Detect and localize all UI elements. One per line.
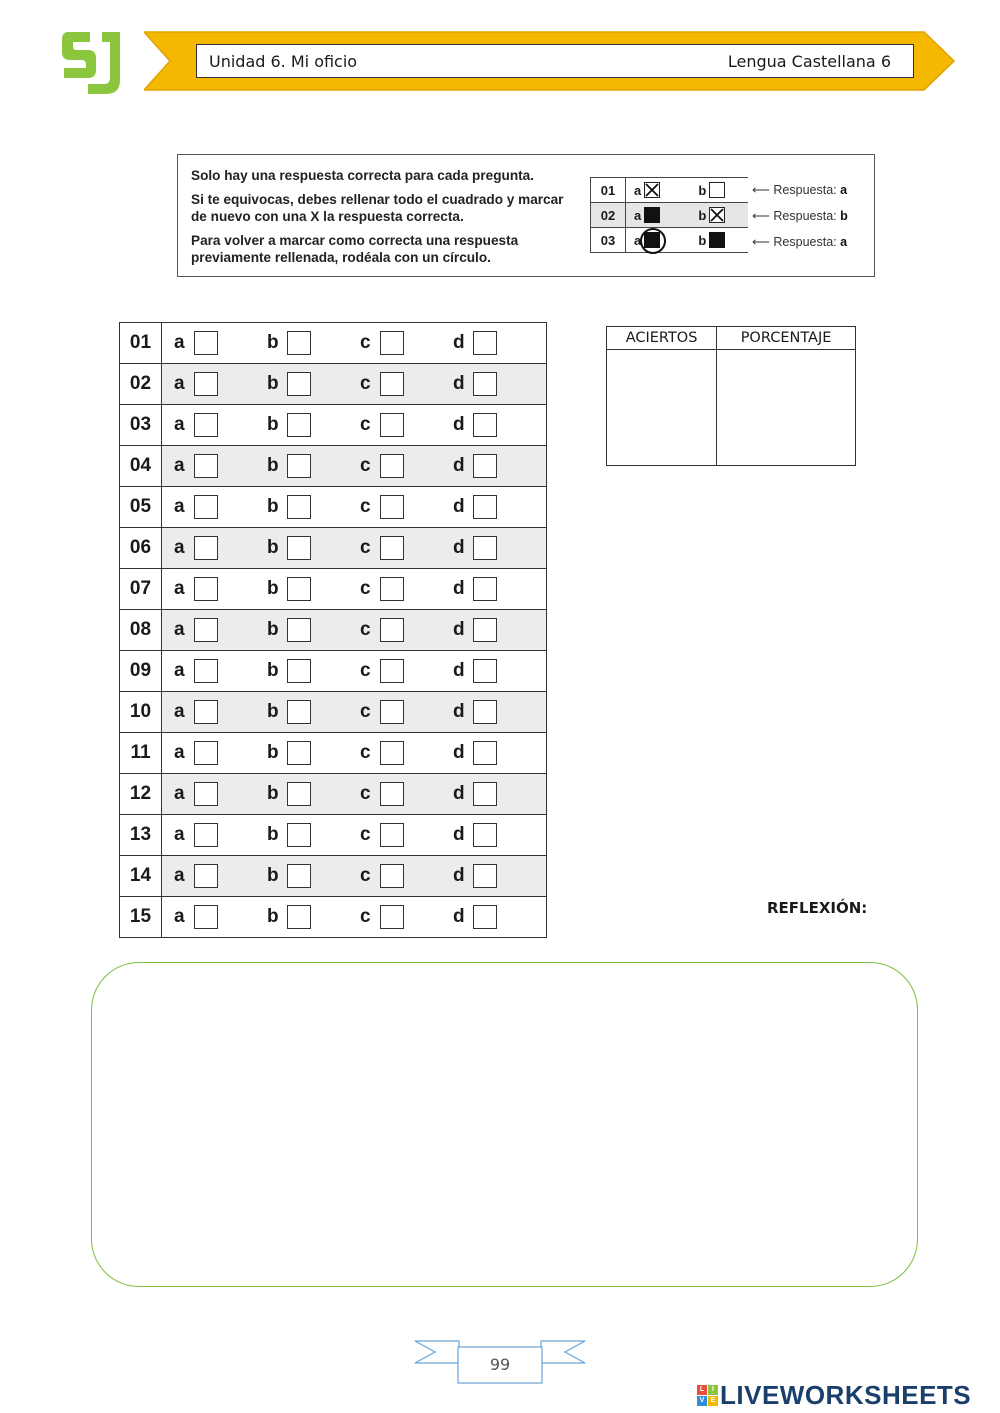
answer-checkbox[interactable] — [287, 618, 311, 642]
option-letter: d — [453, 824, 465, 845]
answer-option — [174, 905, 267, 929]
answer-option — [174, 454, 267, 478]
answer-checkbox[interactable] — [287, 413, 311, 437]
answer-option — [174, 823, 267, 847]
answer-option — [267, 659, 360, 683]
answer-option — [360, 905, 453, 929]
answer-option — [267, 372, 360, 396]
left-arrow-icon: ⟵ — [752, 209, 770, 223]
answer-option — [267, 495, 360, 519]
answer-checkbox[interactable] — [380, 331, 404, 355]
instruction-line-2: Si te equivocas, debes rellenar todo el cuadrado y marcar de nuevo con una X la respuesta correcta. — [191, 191, 564, 224]
circled-filled-box-icon — [644, 232, 660, 248]
example-row — [591, 228, 749, 253]
answer-option — [174, 536, 267, 560]
answer-checkbox[interactable] — [380, 823, 404, 847]
option-letter: a — [174, 865, 185, 886]
answer-checkbox[interactable] — [380, 536, 404, 560]
answer-option — [267, 700, 360, 724]
answer-option — [174, 618, 267, 642]
answer-option — [174, 372, 267, 396]
question-row — [120, 897, 547, 938]
example-row — [591, 203, 749, 228]
answer-checkbox[interactable] — [287, 495, 311, 519]
option-letter: d — [453, 701, 465, 722]
answer-checkbox[interactable] — [380, 782, 404, 806]
example-answer-letter: b — [840, 209, 848, 223]
option-letter: c — [360, 906, 371, 927]
question-number: 11 — [120, 733, 162, 774]
option-letter: c — [360, 537, 371, 558]
option-letter: c — [360, 414, 371, 435]
answer-checkbox[interactable] — [194, 454, 218, 478]
answer-option — [453, 823, 546, 847]
answer-option — [453, 700, 546, 724]
question-row — [120, 651, 547, 692]
question-number: 03 — [120, 405, 162, 446]
answer-option — [453, 782, 546, 806]
answer-checkbox[interactable] — [473, 577, 497, 601]
answer-checkbox[interactable] — [194, 700, 218, 724]
answer-option — [267, 864, 360, 888]
option-letter: a — [174, 701, 185, 722]
answer-option — [453, 495, 546, 519]
answer-option — [360, 372, 453, 396]
crossed-box-icon — [644, 182, 660, 198]
question-number: 04 — [120, 446, 162, 487]
answer-checkbox[interactable] — [194, 823, 218, 847]
option-letter: b — [267, 537, 279, 558]
option-letter: b — [267, 824, 279, 845]
score-table — [606, 326, 856, 466]
answer-checkbox[interactable] — [194, 413, 218, 437]
filled-box-icon — [709, 232, 725, 248]
option-letter: c — [360, 578, 371, 599]
question-row — [120, 815, 547, 856]
answer-checkbox[interactable] — [473, 331, 497, 355]
answer-checkbox[interactable] — [287, 823, 311, 847]
question-row — [120, 364, 547, 405]
answer-option — [453, 659, 546, 683]
option-letter: d — [453, 783, 465, 804]
crossed-box-icon — [709, 207, 725, 223]
question-number: 05 — [120, 487, 162, 528]
answer-option — [453, 618, 546, 642]
answer-option — [360, 823, 453, 847]
question-number: 01 — [120, 323, 162, 364]
option-letter: c — [360, 332, 371, 353]
aciertos-header: ACIERTOS — [607, 327, 717, 350]
answer-option — [360, 536, 453, 560]
option-letter: a — [174, 537, 185, 558]
option-letter: d — [453, 742, 465, 763]
answer-checkbox[interactable] — [194, 536, 218, 560]
example-option-letter: b — [698, 232, 707, 248]
answer-checkbox[interactable] — [380, 577, 404, 601]
school-logo — [60, 28, 126, 98]
answer-checkbox[interactable] — [380, 741, 404, 765]
option-letter: d — [453, 414, 465, 435]
logo-letter: L — [697, 1385, 707, 1395]
option-letter: d — [453, 578, 465, 599]
question-number: 14 — [120, 856, 162, 897]
option-letter: d — [453, 865, 465, 886]
answer-checkbox[interactable] — [287, 741, 311, 765]
answer-sheet — [119, 322, 547, 938]
question-row — [120, 528, 547, 569]
answer-option — [267, 618, 360, 642]
answer-option — [360, 413, 453, 437]
option-letter: b — [267, 865, 279, 886]
example-answers — [752, 177, 848, 255]
option-letter: b — [267, 742, 279, 763]
answer-checkbox[interactable] — [473, 864, 497, 888]
answer-option — [453, 741, 546, 765]
option-letter: c — [360, 619, 371, 640]
question-number: 10 — [120, 692, 162, 733]
question-number: 02 — [120, 364, 162, 405]
answer-checkbox[interactable] — [194, 905, 218, 929]
instructions-panel — [177, 154, 875, 277]
answer-option — [174, 741, 267, 765]
answer-checkbox[interactable] — [287, 659, 311, 683]
answer-option — [453, 413, 546, 437]
filled-box-icon — [644, 207, 660, 223]
option-letter: c — [360, 373, 371, 394]
option-letter: c — [360, 742, 371, 763]
subject-title: Lengua Castellana 6 — [727, 51, 891, 71]
question-number: 09 — [120, 651, 162, 692]
answer-option — [453, 454, 546, 478]
example-option-letter: b — [698, 182, 707, 198]
question-number: 06 — [120, 528, 162, 569]
answer-option — [267, 331, 360, 355]
answer-checkbox[interactable] — [473, 700, 497, 724]
example-number: 02 — [591, 203, 626, 228]
answer-checkbox[interactable] — [473, 905, 497, 929]
answer-option — [174, 700, 267, 724]
option-letter: a — [174, 742, 185, 763]
answer-option — [267, 577, 360, 601]
answer-checkbox[interactable] — [194, 577, 218, 601]
answer-checkbox[interactable] — [287, 331, 311, 355]
example-option-letter: a — [634, 182, 642, 198]
answer-option — [453, 331, 546, 355]
question-row — [120, 446, 547, 487]
answer-option — [360, 782, 453, 806]
liveworksheets-brand: LIVEWORKSHEETS — [720, 1380, 972, 1410]
option-letter: d — [453, 906, 465, 927]
option-letter: c — [360, 865, 371, 886]
example-answer-label: Respuesta: — [773, 235, 841, 249]
left-arrow-icon: ⟵ — [752, 235, 770, 249]
option-letter: c — [360, 455, 371, 476]
question-row — [120, 733, 547, 774]
option-letter: a — [174, 660, 185, 681]
answer-checkbox[interactable] — [287, 577, 311, 601]
answer-option — [267, 536, 360, 560]
answer-option — [453, 577, 546, 601]
answer-checkbox[interactable] — [473, 495, 497, 519]
option-letter: d — [453, 537, 465, 558]
option-letter: a — [174, 496, 185, 517]
page-number: 99 — [489, 1355, 511, 1374]
option-letter: b — [267, 496, 279, 517]
unit-title: Unidad 6. Mi oficio — [209, 51, 358, 71]
option-letter: c — [360, 824, 371, 845]
answer-checkbox[interactable] — [473, 618, 497, 642]
answer-checkbox[interactable] — [380, 700, 404, 724]
answer-checkbox[interactable] — [380, 905, 404, 929]
answer-checkbox[interactable] — [473, 454, 497, 478]
question-number: 08 — [120, 610, 162, 651]
answer-checkbox[interactable] — [380, 413, 404, 437]
question-number: 15 — [120, 897, 162, 938]
option-letter: c — [360, 701, 371, 722]
answer-checkbox[interactable] — [287, 700, 311, 724]
answer-checkbox[interactable] — [287, 782, 311, 806]
answer-checkbox[interactable] — [473, 823, 497, 847]
example-answer-letter: a — [840, 235, 848, 249]
answer-checkbox[interactable] — [380, 454, 404, 478]
option-letter: b — [267, 701, 279, 722]
answer-checkbox[interactable] — [194, 741, 218, 765]
answer-option — [360, 659, 453, 683]
logo-letter: E — [708, 1396, 718, 1406]
example-option-letter: b — [698, 207, 707, 223]
answer-checkbox[interactable] — [194, 495, 218, 519]
option-letter: b — [267, 455, 279, 476]
instruction-line-3: Para volver a marcar como correcta una respuesta previamente rellenada, rodéala con un círculo. — [191, 232, 519, 265]
answer-option — [174, 864, 267, 888]
answer-checkbox[interactable] — [380, 864, 404, 888]
answer-checkbox[interactable] — [380, 659, 404, 683]
option-letter: b — [267, 906, 279, 927]
option-letter: c — [360, 783, 371, 804]
option-letter: b — [267, 578, 279, 599]
answer-option — [174, 331, 267, 355]
example-answer-label: Respuesta: — [773, 183, 841, 197]
option-letter: d — [453, 496, 465, 517]
reflexion-textarea[interactable] — [91, 962, 918, 1287]
answer-option — [360, 495, 453, 519]
example-row — [591, 178, 749, 203]
answer-option — [267, 823, 360, 847]
example-table — [590, 177, 748, 253]
answer-checkbox[interactable] — [380, 495, 404, 519]
option-letter: b — [267, 332, 279, 353]
option-letter: a — [174, 578, 185, 599]
answer-option — [267, 413, 360, 437]
logo-letter: I — [708, 1385, 718, 1395]
question-number: 13 — [120, 815, 162, 856]
liveworksheets-icon — [697, 1385, 718, 1406]
answer-option — [174, 577, 267, 601]
answer-option — [453, 536, 546, 560]
option-letter: b — [267, 660, 279, 681]
answer-option — [360, 741, 453, 765]
answer-checkbox[interactable] — [194, 618, 218, 642]
reflexion-label: REFLEXIÓN: — [767, 899, 868, 917]
answer-checkbox[interactable] — [194, 659, 218, 683]
porcentaje-header: PORCENTAJE — [717, 327, 856, 350]
option-letter: b — [267, 619, 279, 640]
answer-option — [360, 454, 453, 478]
option-letter: d — [453, 455, 465, 476]
answer-option — [174, 495, 267, 519]
option-letter: d — [453, 619, 465, 640]
example-number: 01 — [591, 178, 626, 203]
example-option-letter: a — [634, 232, 642, 248]
option-letter: a — [174, 783, 185, 804]
answer-checkbox[interactable] — [194, 782, 218, 806]
answer-option — [360, 618, 453, 642]
option-letter: c — [360, 496, 371, 517]
answer-checkbox[interactable] — [473, 782, 497, 806]
question-row — [120, 405, 547, 446]
answer-option — [453, 905, 546, 929]
answer-checkbox[interactable] — [380, 618, 404, 642]
option-letter: a — [174, 619, 185, 640]
porcentaje-field[interactable] — [717, 350, 856, 466]
instruction-line-1: Solo hay una respuesta correcta para cada pregunta. — [191, 168, 534, 183]
option-letter: a — [174, 906, 185, 927]
answer-checkbox[interactable] — [194, 331, 218, 355]
answer-option — [174, 659, 267, 683]
answer-option — [267, 454, 360, 478]
option-letter: b — [267, 373, 279, 394]
header-title-box — [196, 44, 914, 78]
answer-checkbox[interactable] — [473, 536, 497, 560]
option-letter: b — [267, 783, 279, 804]
liveworksheets-logo — [697, 1380, 971, 1411]
answer-option — [453, 864, 546, 888]
answer-checkbox[interactable] — [287, 864, 311, 888]
option-letter: c — [360, 660, 371, 681]
question-row — [120, 487, 547, 528]
example-answer-label: Respuesta: — [773, 209, 841, 223]
question-row — [120, 323, 547, 364]
answer-checkbox[interactable] — [194, 372, 218, 396]
option-letter: a — [174, 824, 185, 845]
question-row — [120, 856, 547, 897]
left-arrow-icon: ⟵ — [752, 183, 770, 197]
question-number: 07 — [120, 569, 162, 610]
empty-box-icon — [709, 182, 725, 198]
option-letter: b — [267, 414, 279, 435]
answer-checkbox[interactable] — [473, 372, 497, 396]
answer-option — [267, 905, 360, 929]
option-letter: a — [174, 332, 185, 353]
answer-option — [360, 864, 453, 888]
answer-option — [360, 577, 453, 601]
answer-option — [267, 782, 360, 806]
option-letter: d — [453, 660, 465, 681]
question-row — [120, 692, 547, 733]
option-letter: d — [453, 373, 465, 394]
option-letter: a — [174, 455, 185, 476]
answer-checkbox[interactable] — [473, 741, 497, 765]
question-row — [120, 610, 547, 651]
question-number: 12 — [120, 774, 162, 815]
logo-letter: V — [697, 1396, 707, 1406]
example-number: 03 — [591, 228, 626, 253]
answer-option — [453, 372, 546, 396]
answer-option — [174, 782, 267, 806]
answer-checkbox[interactable] — [194, 864, 218, 888]
answer-checkbox[interactable] — [473, 413, 497, 437]
answer-checkbox[interactable] — [287, 536, 311, 560]
answer-checkbox[interactable] — [287, 372, 311, 396]
answer-checkbox[interactable] — [380, 372, 404, 396]
aciertos-field[interactable] — [607, 350, 717, 466]
answer-option — [267, 741, 360, 765]
option-letter: a — [174, 414, 185, 435]
answer-checkbox[interactable] — [287, 454, 311, 478]
example-option-letter: a — [634, 207, 642, 223]
answer-checkbox[interactable] — [473, 659, 497, 683]
question-row — [120, 774, 547, 815]
option-letter: d — [453, 332, 465, 353]
option-letter: a — [174, 373, 185, 394]
answer-option — [174, 413, 267, 437]
example-answer-letter: a — [840, 183, 848, 197]
question-row — [120, 569, 547, 610]
answer-checkbox[interactable] — [287, 905, 311, 929]
answer-option — [360, 331, 453, 355]
answer-option — [360, 700, 453, 724]
